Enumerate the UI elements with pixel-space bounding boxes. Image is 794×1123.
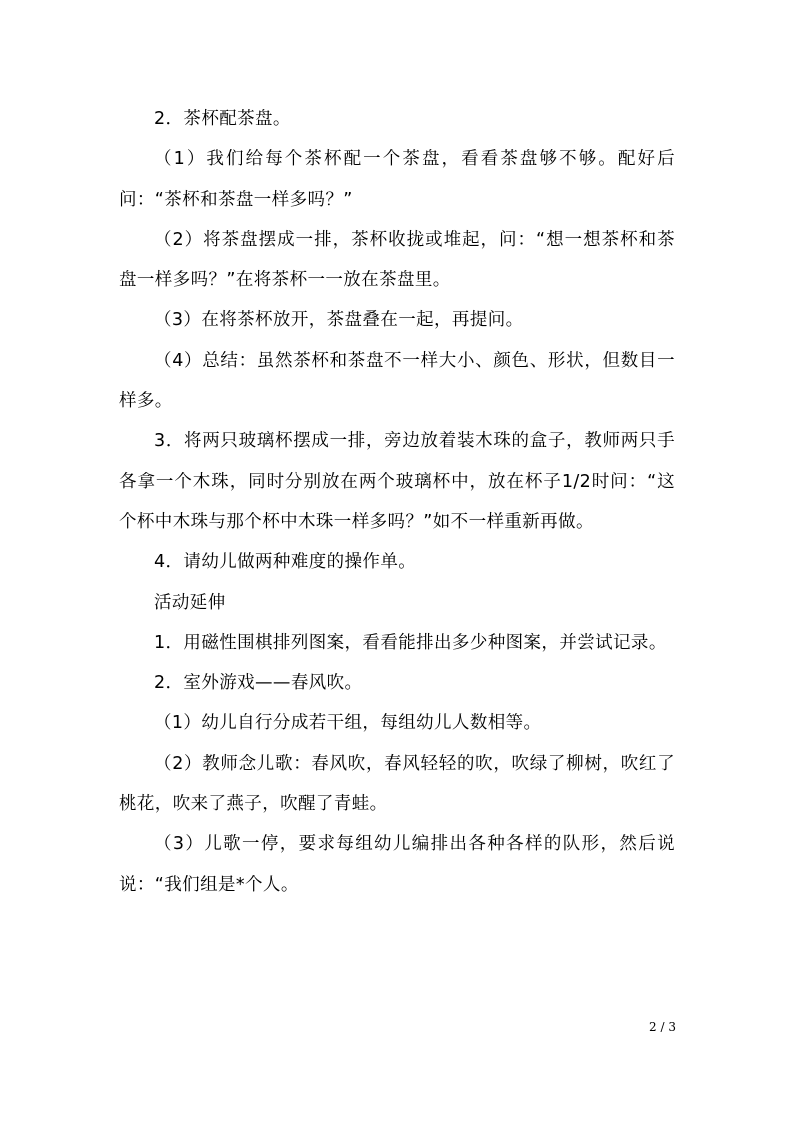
paragraph-step-3: （3）在将茶杯放开，茶盘叠在一起，再提问。 <box>154 310 524 331</box>
paragraph-game-step-1: （1）幼儿自行分成若干组，每组幼儿人数相等。 <box>154 713 542 734</box>
page-number: 2 / 3 <box>649 1020 676 1034</box>
paragraph-extension-1: 1．用磁性围棋排列图案，看看能排出多少种图案，并尝试记录。 <box>154 632 667 653</box>
paragraph-section-4: 4．请幼儿做两种难度的操作单。 <box>154 552 417 573</box>
paragraph-extension-2-title: 2．室外游戏——春风吹。 <box>154 673 363 694</box>
paragraph-step-4: （4）总结：虽然茶杯和茶盘不一样大小、颜色、形状，但数目一样多。 <box>119 350 675 412</box>
paragraph-game-step-2: （2）教师念儿歌：春风吹，春风轻轻的吹，吹绿了柳树，吹红了桃花，吹来了燕子，吹醒了青蛙。 <box>119 753 675 815</box>
paragraph-section-3: 3．将两只玻璃杯摆成一排，旁边放着装木珠的盒子，教师两只手各拿一个木珠，同时分别放在两个玻璃杯中，放在杯子1/2时问：“这个杯中木珠与那个杯中木珠一样多吗？”如不一样重新再做。 <box>119 431 675 532</box>
paragraph-section-2-title: 2．茶杯配茶盘。 <box>154 109 291 129</box>
paragraph-game-step-3: （3）儿歌一停，要求每组幼儿编排出各种各样的队形，然后说说：“我们组是*个人。 <box>119 834 675 895</box>
paragraph-step-2: （2）将茶盘摆成一排，茶杯收拢或堆起，问：“想一想茶杯和茶盘一样多吗？”在将茶杯一一放在茶盘里。 <box>119 229 675 291</box>
heading-activity-extension: 活动延伸 <box>154 592 226 613</box>
document-body <box>119 99 675 905</box>
paragraph-step-1: （1）我们给每个茶杯配一个茶盘，看看茶盘够不够。配好后问：“茶杯和茶盘一样多吗？” <box>119 149 675 210</box>
